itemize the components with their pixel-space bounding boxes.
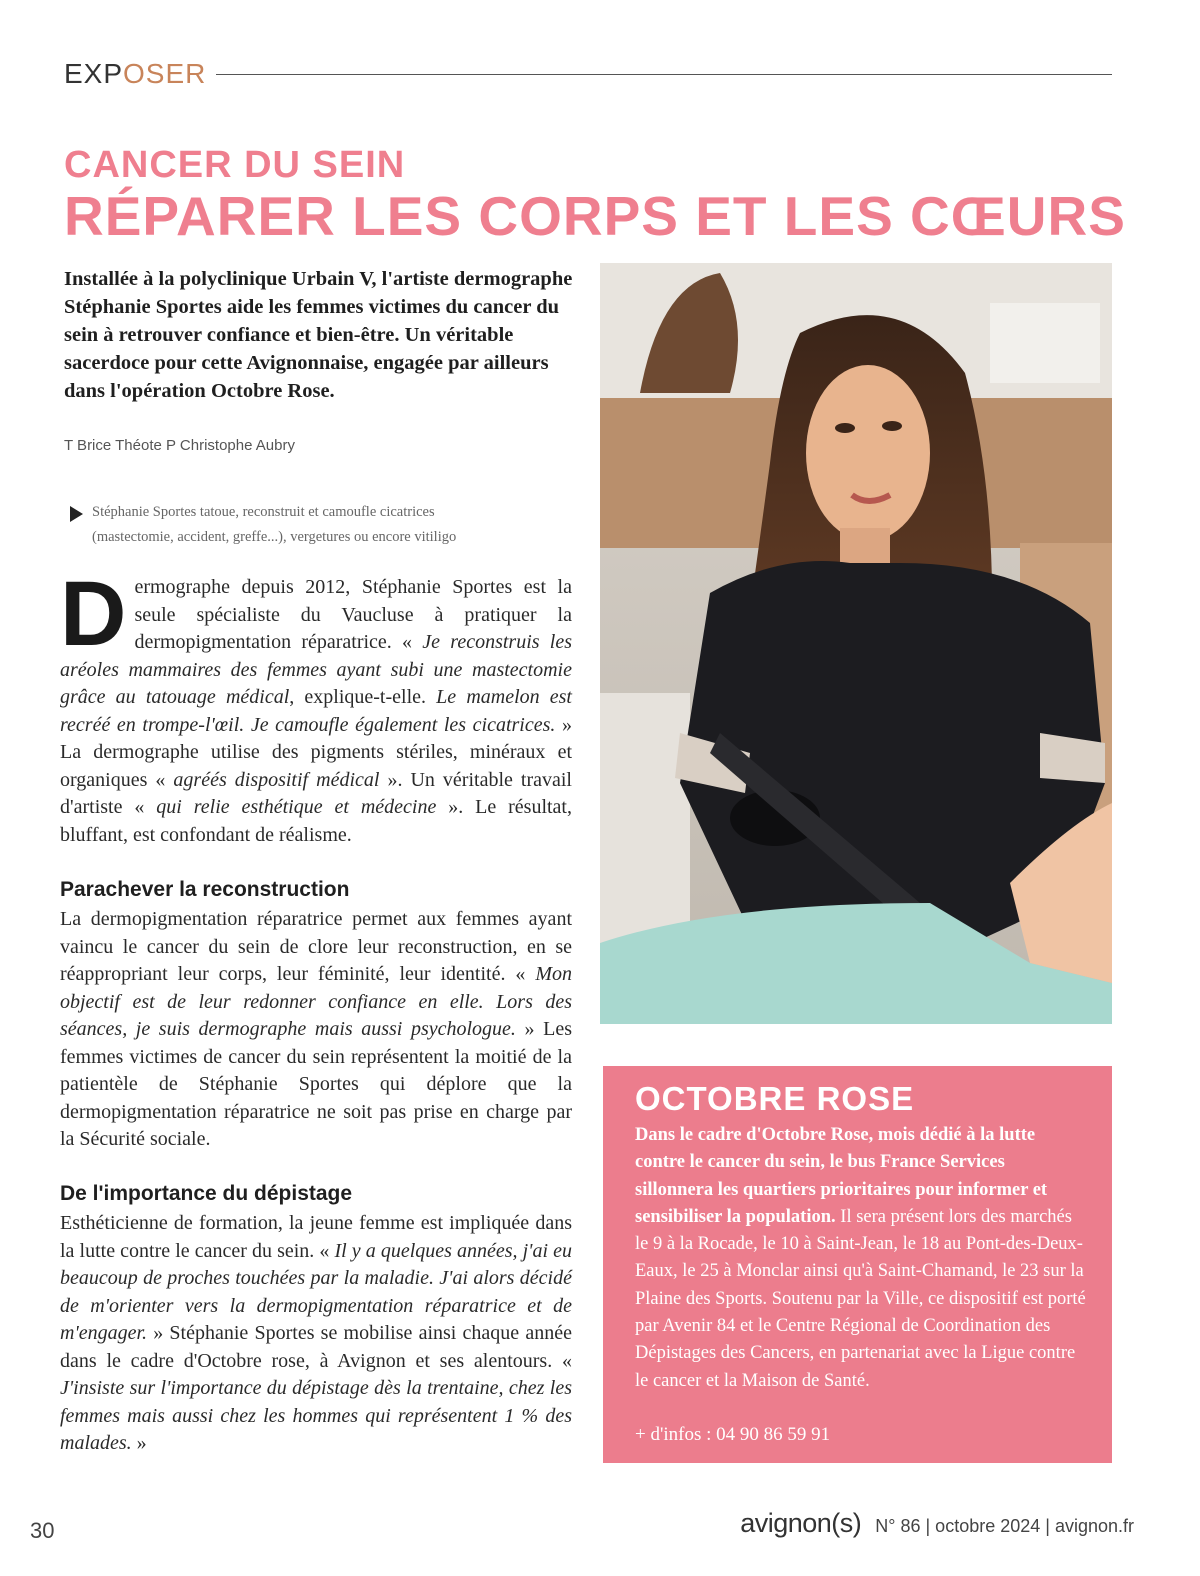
quote: agréés dispositif médical (173, 768, 380, 791)
section-label-dark: EXP (64, 58, 124, 89)
quote: Il y a quelques années, j'ai eu beaucoup de proches touchées par la maladie. J'ai alors décidé de m'orienter vers la dermopigmentation réparatrice et de m'engager. (60, 1239, 572, 1344)
portrait-illustration (600, 263, 1112, 1024)
box-text-regular: Il sera présent lors des marchés le 9 à la Rocade, le 10 à Saint-Jean, le 18 au Pont-des-Deux-Eaux, le 25 à Monclar ainsi qu'à Saint-Chamand, le 23 sur la Plaine des Sports. Soutenu par la Ville, ce dispositif est porté par Avenir 84 et le Centre Régional de Coordination des Dépistages des Cancers, en partenariat avec la Ligue contre le cancer et la Maison de Santé. (635, 1206, 1086, 1391)
article-headline: RÉPARER LES CORPS ET LES CŒURS (64, 185, 1126, 247)
article-credits: T Brice Théote P Christophe Aubry (64, 437, 295, 454)
footer (740, 1508, 1134, 1539)
body-paragraph-1 (60, 563, 573, 849)
quote: Le mamelon est recréé en trompe-l'œil. Je camoufle également les cicatrices. (60, 686, 572, 736)
body-text: La dermopigmentation réparatrice permet aux femmes ayant vaincu le cancer du sein de clore leur reconstruction, en se réappropriant leur corps, leur féminité, leur identité. « (60, 908, 572, 985)
body-text: » La dermographe utilise des pigments stériles, minéraux et organiques « (60, 713, 572, 791)
body-paragraph-2 (60, 906, 572, 1154)
article-intro: Installée à la polyclinique Urbain V, l'artiste dermographe Stéphanie Sportes aide les femmes victimes du cancer du sein à retrouver confiance et bien-être. Un véritable sacerdoce pour cette Avignonnaise, engagée par ailleurs dans l'opération Octobre Rose. (64, 268, 573, 402)
quote: Je reconstruis les aréoles mammaires des femmes ayant subi une mastectomie grâce au tatouage médical (60, 631, 573, 708)
box-text-bold: Dans le cadre d'Octobre Rose, mois dédié à la lutte contre le cancer du sein, le bus France Services sillonnera les quartiers prioritaires pour informer et sensibiliser la population. (635, 1125, 1048, 1227)
section-divider (216, 74, 1112, 75)
box-title: OCTOBRE ROSE (635, 1080, 915, 1117)
body-text: » (131, 1432, 147, 1454)
box-contact: + d'infos : 04 90 86 59 91 (635, 1424, 831, 1445)
magazine-logo: avignon(s) (740, 1508, 862, 1538)
body-text: » Stéphanie Sportes se mobilise ainsi chaque année dans le cadre d'Octobre rose, à Avignon et ses alentours. « (60, 1322, 572, 1372)
body-text: ». Le résultat, bluffant, est confondant de réalisme. (60, 796, 572, 846)
body-text: » Les femmes victimes de cancer du sein représentent la moitié de la patientèle de Stéphanie Sportes qui déplore que la dermopigmentation réparatrice ne soit pas prise en charge par la Sécurité sociale. (60, 1018, 572, 1150)
drop-cap: D (60, 563, 127, 665)
article-kicker: CANCER DU SEIN (64, 144, 406, 186)
quote: qui relie esthétique et médecine (156, 796, 437, 818)
issue-info: N° 86 | octobre 2024 | avignon.fr (875, 1516, 1134, 1536)
quote: J'insiste sur l'importance du dépistage dès la trentaine, chez les femmes mais aussi chez les hommes qui représentent 1 % des malades. (60, 1377, 572, 1454)
body-text: ermographe depuis 2012, Stéphanie Sportes est la seule spécialiste du Vaucluse à pratiquer la dermopigmentation réparatrice. « (134, 576, 572, 653)
quote: Mon objectif est de leur redonner confiance en elle. Lors des séances, je suis dermographe mais aussi psychologue. (60, 963, 572, 1040)
subheading-reconstruction: Parachever la reconstruction (60, 878, 350, 901)
octobre-rose-box (603, 1066, 1112, 1463)
box-text (635, 1122, 1087, 1395)
body-paragraph-3 (60, 1210, 572, 1458)
portrait-photo (600, 263, 1112, 1024)
page-number: 30 (30, 1518, 55, 1543)
section-label (64, 58, 206, 90)
section-label-accent: OSER (123, 58, 207, 89)
body-text: Esthéticienne de formation, la jeune femme est impliquée dans la lutte contre le cancer du sein. « (60, 1212, 572, 1262)
caption-text: Stéphanie Sportes tatoue, reconstruit et camoufle cicatrices (mastectomie, accident, greffe...), vergetures ou encore vitiligo (92, 504, 457, 545)
body-text: ». Un véritable travail d'artiste « (60, 768, 572, 818)
caption-arrow-icon (70, 506, 83, 522)
subheading-depistage: De l'importance du dépistage (60, 1182, 353, 1205)
body-text: , explique-t-elle. (289, 686, 437, 708)
